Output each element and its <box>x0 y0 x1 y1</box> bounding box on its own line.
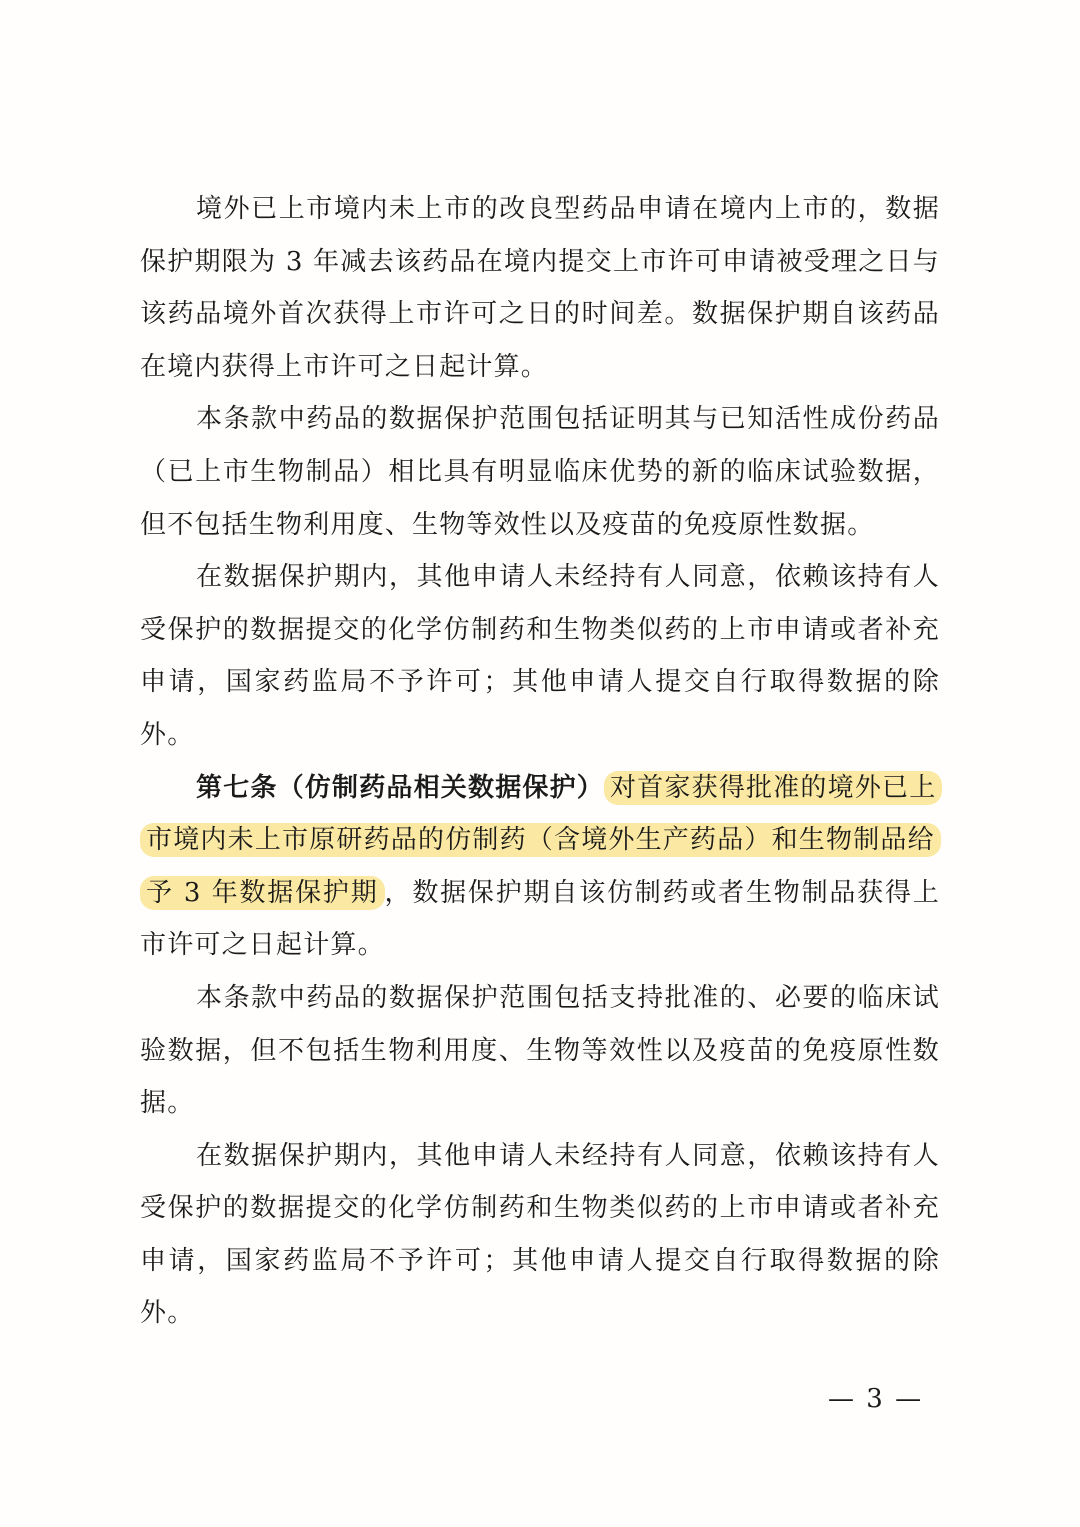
paragraph-generic-protection-scope: 本条款中药品的数据保护范围包括支持批准的、必要的临床试验数据，但不包括生物利用度、生物等效性以及疫苗的免疫原性数据。 <box>140 982 940 1119</box>
document-body <box>140 183 940 1340</box>
paragraph-generic-period-rules: 在数据保护期内，其他申请人未经持有人同意，依赖该持有人受保护的数据提交的化学仿制药和生物类似药的上市申请或者补充申请，国家药监局不予许可；其他申请人提交自行取得数据的除外。 <box>140 1140 940 1329</box>
paragraph-improved-drug-protection: 境外已上市境内未上市的改良型药品申请在境内上市的，数据保护期限为 3 年减去该药品在境内提交上市许可申请被受理之日与该药品境外首次获得上市许可之日的时间差。数据保护期自该药品在境内获得上市许可之日起计算。 <box>140 194 940 382</box>
article-7-rest: ，数据保护期自该仿制药或者生物制品获得上市许可之日起计算。 <box>140 877 940 961</box>
highlighted-text: 对首家获得批准的境外已上市境内未上市原研药品的仿制药（含境外生产药品）和生物制品给予 3 年数据保护期 <box>140 771 942 910</box>
article-7-paragraph <box>140 762 940 972</box>
article-7-heading: 第七条（仿制药品相关数据保护） <box>196 772 605 803</box>
paragraph-protection-scope: 本条款中药品的数据保护范围包括证明其与已知活性成份药品（已上市生物制品）相比具有明显临床优势的新的临床试验数据，但不包括生物利用度、生物等效性以及疫苗的免疫原性数据。 <box>140 404 940 540</box>
paragraph-protection-period-rules: 在数据保护期内，其他申请人未经持有人同意，依赖该持有人受保护的数据提交的化学仿制药和生物类似药的上市申请或者补充申请，国家药监局不予许可；其他申请人提交自行取得数据的除外。 <box>140 562 940 750</box>
page-number: — 3 — <box>828 1384 924 1414</box>
